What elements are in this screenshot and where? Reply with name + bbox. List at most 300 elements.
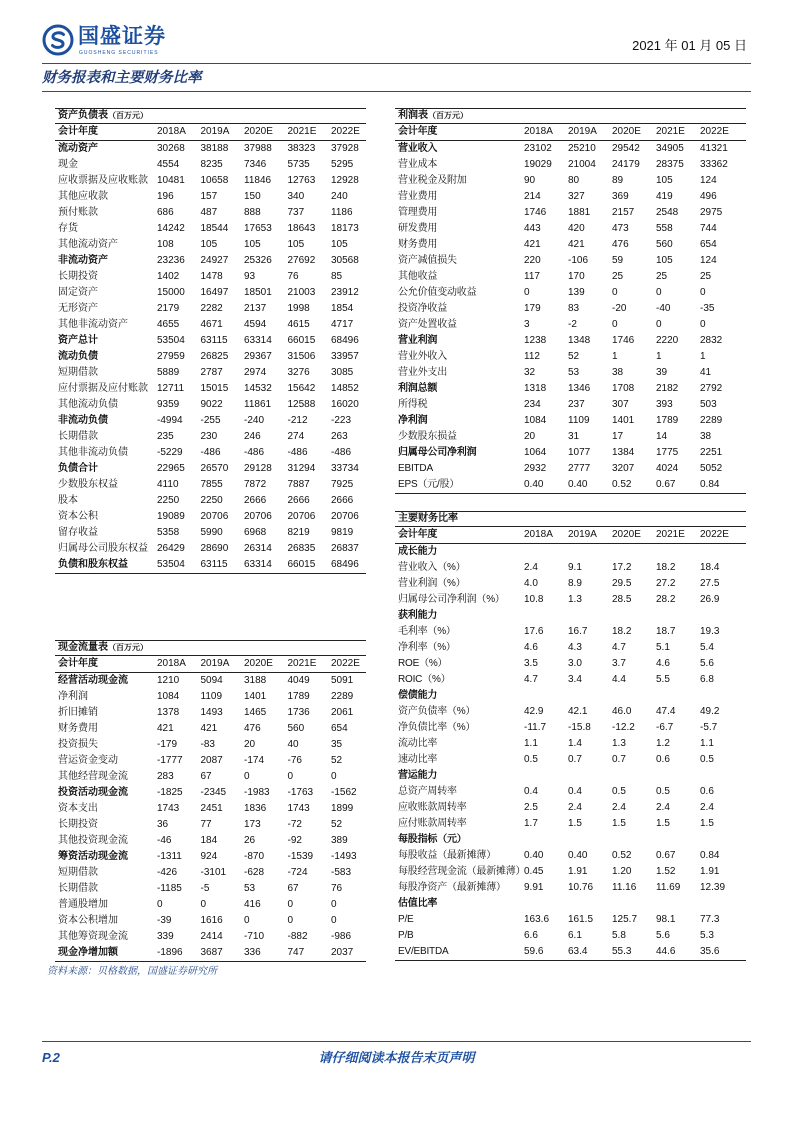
row-value: 29367 bbox=[244, 351, 272, 362]
row-label: 归属母公司股东权益 bbox=[58, 543, 148, 554]
row-label: 流动负债 bbox=[58, 351, 98, 362]
table-unit: （百万元） bbox=[428, 111, 468, 120]
row-value: -240 bbox=[244, 415, 265, 426]
row-value: 1.5 bbox=[612, 818, 626, 829]
row-value: 25210 bbox=[568, 143, 596, 154]
row-value: 7346 bbox=[244, 159, 267, 170]
table-row bbox=[55, 673, 366, 689]
table-row bbox=[55, 253, 366, 269]
table-row bbox=[55, 929, 366, 945]
row-value: 1708 bbox=[612, 383, 635, 394]
row-value: 1210 bbox=[157, 675, 180, 686]
row-value: 5052 bbox=[700, 463, 723, 474]
table-row bbox=[55, 365, 366, 381]
row-label: 资产负债率（%） bbox=[398, 706, 476, 717]
table-row bbox=[55, 945, 366, 961]
row-value: 5.4 bbox=[700, 642, 714, 653]
row-value: 14532 bbox=[244, 383, 272, 394]
row-value: 1077 bbox=[568, 447, 591, 458]
row-value: 2451 bbox=[200, 803, 223, 814]
table-row bbox=[395, 816, 746, 832]
row-value: 105 bbox=[200, 239, 218, 250]
row-value: -223 bbox=[331, 415, 352, 426]
row-value: 31 bbox=[568, 431, 580, 442]
row-value: 161.5 bbox=[568, 914, 594, 925]
row-value: 2157 bbox=[612, 207, 635, 218]
row-value: 105 bbox=[656, 255, 673, 266]
row-value: 1998 bbox=[287, 303, 310, 314]
row-label: 净利润 bbox=[398, 415, 428, 426]
row-value: -724 bbox=[287, 867, 308, 878]
row-value: 26570 bbox=[200, 463, 229, 474]
row-value: 1789 bbox=[287, 691, 310, 702]
table-title-text: 主要财务比率 bbox=[398, 513, 458, 524]
row-label: 营业外支出 bbox=[398, 367, 447, 378]
header-divider bbox=[42, 63, 751, 64]
table-row bbox=[55, 429, 366, 445]
row-value: -486 bbox=[244, 447, 265, 458]
row-value: 230 bbox=[200, 431, 218, 442]
row-value: 24927 bbox=[200, 255, 229, 266]
row-value: 63314 bbox=[244, 559, 272, 570]
row-label: 股本 bbox=[58, 495, 78, 506]
row-value: 3085 bbox=[331, 367, 354, 378]
column-header-2020e: 2020E bbox=[612, 529, 641, 540]
table-row bbox=[55, 897, 366, 913]
row-value: 0 bbox=[656, 287, 662, 298]
row-value: 30568 bbox=[331, 255, 359, 266]
row-value: 9359 bbox=[157, 399, 180, 410]
financial-ratios-table bbox=[395, 511, 746, 961]
table-title-text: 利润表 bbox=[398, 110, 428, 121]
row-value: 20706 bbox=[287, 511, 316, 522]
row-value: 1899 bbox=[331, 803, 354, 814]
row-value: 1465 bbox=[244, 707, 267, 718]
row-value: 17.6 bbox=[524, 626, 544, 637]
row-value: 17653 bbox=[244, 223, 272, 234]
row-label: 资本公积增加 bbox=[58, 915, 118, 926]
column-header-fiscal-year: 会计年度 bbox=[398, 126, 438, 137]
row-value: 888 bbox=[244, 207, 261, 218]
row-label: 利润总额 bbox=[398, 383, 438, 394]
row-value: -20 bbox=[612, 303, 627, 314]
table-row bbox=[395, 189, 746, 205]
row-value: 8235 bbox=[200, 159, 223, 170]
row-value: 18.2 bbox=[612, 626, 632, 637]
row-value: 7925 bbox=[331, 479, 354, 490]
table-row bbox=[395, 576, 746, 592]
table-row bbox=[395, 397, 746, 413]
column-header-fiscal-year: 会计年度 bbox=[398, 529, 438, 540]
row-value: 0.7 bbox=[612, 754, 626, 765]
row-value: 3 bbox=[524, 319, 530, 330]
row-value: 1384 bbox=[612, 447, 635, 458]
row-value: 4024 bbox=[656, 463, 679, 474]
column-header-2022e: 2022E bbox=[331, 126, 360, 137]
row-value: -76 bbox=[287, 755, 302, 766]
column-header-2021e: 2021E bbox=[656, 529, 685, 540]
row-value: 1109 bbox=[200, 691, 223, 702]
row-value: 0 bbox=[700, 319, 706, 330]
row-value: 1.91 bbox=[700, 866, 720, 877]
row-value: 14852 bbox=[331, 383, 359, 394]
report-date: 2021 年 01 月 05 日 bbox=[632, 38, 747, 53]
row-value: 59.6 bbox=[524, 946, 544, 957]
row-label: 流动比率 bbox=[398, 738, 438, 749]
row-label: 资产总计 bbox=[58, 335, 98, 346]
row-value: 14242 bbox=[157, 223, 185, 234]
row-value: 4594 bbox=[244, 319, 267, 330]
row-value: -72 bbox=[287, 819, 302, 830]
row-label: 长期投资 bbox=[58, 271, 98, 282]
row-value: -1983 bbox=[244, 787, 270, 798]
row-value: 2250 bbox=[200, 495, 223, 506]
column-header-2018a: 2018A bbox=[157, 126, 186, 137]
row-label: 所得税 bbox=[398, 399, 428, 410]
balance-sheet-table bbox=[55, 108, 366, 574]
row-value: -486 bbox=[331, 447, 352, 458]
row-label: 投资活动现金流 bbox=[58, 787, 128, 798]
row-value: 2179 bbox=[157, 303, 180, 314]
row-value: 1.2 bbox=[656, 738, 670, 749]
row-value: 41321 bbox=[700, 143, 728, 154]
table-row bbox=[55, 705, 366, 721]
row-value: 31506 bbox=[287, 351, 316, 362]
row-label: P/B bbox=[398, 930, 414, 941]
row-value: -3101 bbox=[200, 867, 227, 878]
column-header-2018a: 2018A bbox=[524, 529, 553, 540]
table-row bbox=[395, 461, 746, 477]
row-value: 1746 bbox=[612, 335, 635, 346]
row-value: 63115 bbox=[200, 335, 228, 346]
row-label: 毛利率（%） bbox=[398, 626, 456, 637]
row-value: 560 bbox=[656, 239, 673, 250]
row-value: 1836 bbox=[244, 803, 267, 814]
table-row bbox=[395, 672, 746, 688]
row-value: 6968 bbox=[244, 527, 267, 538]
row-value: 1 bbox=[700, 351, 706, 362]
row-value: 2087 bbox=[200, 755, 223, 766]
row-value: -46 bbox=[157, 835, 172, 846]
row-label: 营业利润 bbox=[398, 335, 438, 346]
row-label: 每股净资产（最新摊薄） bbox=[398, 882, 506, 893]
row-value: 19.3 bbox=[700, 626, 720, 637]
row-value: 46.0 bbox=[612, 706, 632, 717]
row-value: 1186 bbox=[331, 207, 353, 218]
row-label: 营业税金及附加 bbox=[398, 175, 467, 186]
row-value: 4110 bbox=[157, 479, 179, 490]
row-value: 35.6 bbox=[700, 946, 720, 957]
table-row bbox=[395, 944, 746, 960]
row-value: 0.5 bbox=[656, 786, 670, 797]
row-value: 473 bbox=[612, 223, 629, 234]
row-value: -83 bbox=[200, 739, 215, 750]
row-label: 营业收入 bbox=[398, 143, 438, 154]
row-value: 30268 bbox=[157, 143, 185, 154]
row-value: 2251 bbox=[700, 447, 723, 458]
row-value: 20706 bbox=[331, 511, 359, 522]
row-value: -1825 bbox=[157, 787, 183, 798]
row-value: 3687 bbox=[200, 947, 223, 958]
row-value: 20706 bbox=[244, 511, 272, 522]
row-value: 26314 bbox=[244, 543, 272, 554]
row-value: 0.5 bbox=[612, 786, 626, 797]
row-value: 36 bbox=[157, 819, 169, 830]
row-value: 0.4 bbox=[568, 786, 582, 797]
row-value: 2037 bbox=[331, 947, 354, 958]
row-value: 39 bbox=[656, 367, 668, 378]
table-row bbox=[55, 785, 366, 801]
row-value: 1378 bbox=[157, 707, 180, 718]
row-label: ROIC（%） bbox=[398, 674, 451, 685]
row-value: 9819 bbox=[331, 527, 354, 538]
table-row bbox=[55, 477, 366, 493]
row-value: 41 bbox=[700, 367, 712, 378]
row-value: 1775 bbox=[656, 447, 679, 458]
row-label: 营运资金变动 bbox=[58, 755, 118, 766]
row-label: 资产减值损失 bbox=[398, 255, 457, 266]
row-label: 财务费用 bbox=[58, 723, 98, 734]
column-header-2021e: 2021E bbox=[287, 126, 317, 137]
row-label: 其他非流动资产 bbox=[58, 319, 128, 330]
row-label: 其他流动资产 bbox=[58, 239, 118, 250]
row-value: 0 bbox=[612, 287, 618, 298]
table-row bbox=[55, 189, 366, 205]
row-value: 29.5 bbox=[612, 578, 632, 589]
row-value: -1311 bbox=[157, 851, 182, 862]
row-value: 6.8 bbox=[700, 674, 714, 685]
row-value: 1402 bbox=[157, 271, 180, 282]
row-value: 23102 bbox=[524, 143, 552, 154]
row-value: 2666 bbox=[244, 495, 267, 506]
row-value: 27.2 bbox=[656, 578, 676, 589]
row-value: 53504 bbox=[157, 559, 185, 570]
table-row bbox=[395, 237, 746, 253]
row-label: 长期借款 bbox=[58, 883, 98, 894]
row-label: P/E bbox=[398, 914, 414, 925]
row-value: 68496 bbox=[331, 335, 359, 346]
table-row bbox=[55, 509, 366, 525]
table-row bbox=[395, 285, 746, 301]
row-value: -11.7 bbox=[524, 722, 547, 733]
table-row bbox=[55, 397, 366, 413]
row-value: 1238 bbox=[524, 335, 547, 346]
row-value: 23236 bbox=[157, 255, 185, 266]
row-label: 少数股东权益 bbox=[58, 479, 118, 490]
row-value: 23912 bbox=[331, 287, 359, 298]
row-value: 15015 bbox=[200, 383, 229, 394]
row-label: 资本公积 bbox=[58, 511, 98, 522]
row-value: 0.40 bbox=[568, 479, 588, 490]
row-value: -882 bbox=[287, 931, 308, 942]
row-value: 0 bbox=[287, 915, 294, 926]
row-value: 1789 bbox=[656, 415, 679, 426]
row-label: 现金净增加额 bbox=[58, 947, 118, 958]
row-value: 12711 bbox=[157, 383, 185, 394]
row-value: 26429 bbox=[157, 543, 185, 554]
row-label: 营业收入（%） bbox=[398, 562, 466, 573]
row-value: 0 bbox=[331, 899, 337, 910]
table-title bbox=[55, 108, 366, 124]
row-value: 3188 bbox=[244, 675, 267, 686]
column-header-2022e: 2022E bbox=[700, 529, 729, 540]
table-row bbox=[395, 301, 746, 317]
row-value: 1.3 bbox=[612, 738, 626, 749]
row-value: 1401 bbox=[612, 415, 635, 426]
row-value: 336 bbox=[244, 947, 261, 958]
row-value: 1743 bbox=[157, 803, 180, 814]
row-label: EV/EBITDA bbox=[398, 946, 449, 957]
row-value: 558 bbox=[656, 223, 673, 234]
row-value: -12.2 bbox=[612, 722, 635, 733]
row-value: 327 bbox=[568, 191, 585, 202]
row-value: 4.6 bbox=[656, 658, 670, 669]
row-value: -212 bbox=[287, 415, 308, 426]
row-value: 28.5 bbox=[612, 594, 632, 605]
row-label: 研发费用 bbox=[398, 223, 438, 234]
row-value: 10.8 bbox=[524, 594, 544, 605]
footer-divider bbox=[42, 1041, 751, 1042]
table-header-row bbox=[55, 124, 366, 141]
row-value: 274 bbox=[287, 431, 305, 442]
row-label: 总资产周转率 bbox=[398, 786, 457, 797]
row-value: 17 bbox=[612, 431, 624, 442]
row-value: 1616 bbox=[200, 915, 223, 926]
table-row bbox=[55, 493, 366, 509]
row-value: 53 bbox=[568, 367, 580, 378]
row-value: 1.91 bbox=[568, 866, 588, 877]
row-label: EPS（元/股） bbox=[398, 479, 460, 490]
table-row bbox=[55, 689, 366, 705]
table-row bbox=[55, 301, 366, 317]
row-value: -255 bbox=[200, 415, 221, 426]
row-value: 2250 bbox=[157, 495, 180, 506]
row-value: 1478 bbox=[200, 271, 223, 282]
row-value: 5094 bbox=[200, 675, 223, 686]
table-header-row bbox=[55, 656, 366, 673]
footer-disclaimer: 请仔细阅读本报告末页声明 bbox=[318, 1050, 475, 1065]
row-value: -1493 bbox=[331, 851, 357, 862]
row-value: 340 bbox=[287, 191, 305, 202]
row-value: 124 bbox=[700, 255, 717, 266]
row-label: 筹资活动现金流 bbox=[58, 851, 128, 862]
row-value: 737 bbox=[287, 207, 305, 218]
row-value: 2061 bbox=[331, 707, 354, 718]
table-row bbox=[55, 173, 366, 189]
table-row bbox=[395, 704, 746, 720]
row-label: 折旧摊销 bbox=[58, 707, 98, 718]
table-row bbox=[395, 445, 746, 461]
row-label: 营业费用 bbox=[398, 191, 438, 202]
row-value: 12928 bbox=[331, 175, 359, 186]
table-row bbox=[395, 429, 746, 445]
row-value: 18501 bbox=[244, 287, 272, 298]
row-value: 1109 bbox=[568, 415, 590, 426]
table-row bbox=[55, 141, 366, 157]
row-value: 63115 bbox=[200, 559, 228, 570]
row-label: 负债和股东权益 bbox=[58, 559, 128, 570]
row-value: 44.6 bbox=[656, 946, 676, 957]
row-value: 2.4 bbox=[524, 562, 538, 573]
table-row bbox=[395, 624, 746, 640]
row-value: 3276 bbox=[287, 367, 310, 378]
table-row bbox=[395, 800, 746, 816]
row-value: 77.3 bbox=[700, 914, 720, 925]
table-row bbox=[395, 736, 746, 752]
row-value: 80 bbox=[568, 175, 580, 186]
table-section-row bbox=[395, 896, 746, 912]
row-value: 1 bbox=[612, 351, 618, 362]
row-value: 19089 bbox=[157, 511, 185, 522]
row-value: 11.69 bbox=[656, 882, 681, 893]
row-label: 无形资产 bbox=[58, 303, 98, 314]
table-row bbox=[395, 269, 746, 285]
row-value: 59 bbox=[612, 255, 624, 266]
row-value: 2.4 bbox=[612, 802, 626, 813]
row-value: -6.7 bbox=[656, 722, 674, 733]
column-header-fiscal-year: 会计年度 bbox=[58, 126, 98, 137]
row-value: 5358 bbox=[157, 527, 180, 538]
row-value: 11846 bbox=[244, 175, 272, 186]
row-value: 1.5 bbox=[568, 818, 582, 829]
row-label: 现金 bbox=[58, 159, 78, 170]
row-value: 33362 bbox=[700, 159, 728, 170]
row-value: 63314 bbox=[244, 335, 272, 346]
table-row bbox=[55, 865, 366, 881]
column-header-2018a: 2018A bbox=[157, 658, 186, 669]
row-value: 139 bbox=[568, 287, 585, 298]
table-title-text: 资产负债表 bbox=[58, 110, 108, 121]
row-value: 5.5 bbox=[656, 674, 670, 685]
row-value: 33734 bbox=[331, 463, 359, 474]
row-label: 每股收益（最新摊薄） bbox=[398, 850, 496, 861]
row-value: 22965 bbox=[157, 463, 185, 474]
row-value: 18643 bbox=[287, 223, 316, 234]
table-row bbox=[395, 253, 746, 269]
row-value: 421 bbox=[200, 723, 218, 734]
row-value: 18.2 bbox=[656, 562, 676, 573]
table-unit: （百万元） bbox=[108, 111, 148, 120]
row-value: 66015 bbox=[287, 559, 316, 570]
row-value: 67 bbox=[287, 883, 299, 894]
row-value: 26837 bbox=[331, 543, 359, 554]
row-value: 0 bbox=[331, 771, 337, 782]
column-header-2020e: 2020E bbox=[244, 126, 273, 137]
table-unit: （百万元） bbox=[108, 643, 148, 652]
column-header-2018a: 2018A bbox=[524, 126, 553, 137]
row-value: 747 bbox=[287, 947, 305, 958]
row-value: 105 bbox=[656, 175, 673, 186]
row-value: 42.9 bbox=[524, 706, 544, 717]
row-value: 29542 bbox=[612, 143, 640, 154]
row-value: -1185 bbox=[157, 883, 182, 894]
row-value: 2932 bbox=[524, 463, 547, 474]
row-value: 0 bbox=[656, 319, 662, 330]
row-value: 0.67 bbox=[656, 850, 676, 861]
row-value: 173 bbox=[244, 819, 261, 830]
row-value: 1064 bbox=[524, 447, 547, 458]
row-value: 0.40 bbox=[524, 850, 544, 861]
table-header-row bbox=[395, 124, 746, 141]
row-value: 263 bbox=[331, 431, 348, 442]
row-label: 获利能力 bbox=[398, 610, 438, 621]
table-row bbox=[395, 365, 746, 381]
row-value: 40 bbox=[287, 739, 299, 750]
row-label: 归属母公司净利润 bbox=[398, 447, 477, 458]
column-header-2019a: 2019A bbox=[200, 658, 230, 669]
row-value: 283 bbox=[157, 771, 174, 782]
row-value: 53 bbox=[244, 883, 256, 894]
